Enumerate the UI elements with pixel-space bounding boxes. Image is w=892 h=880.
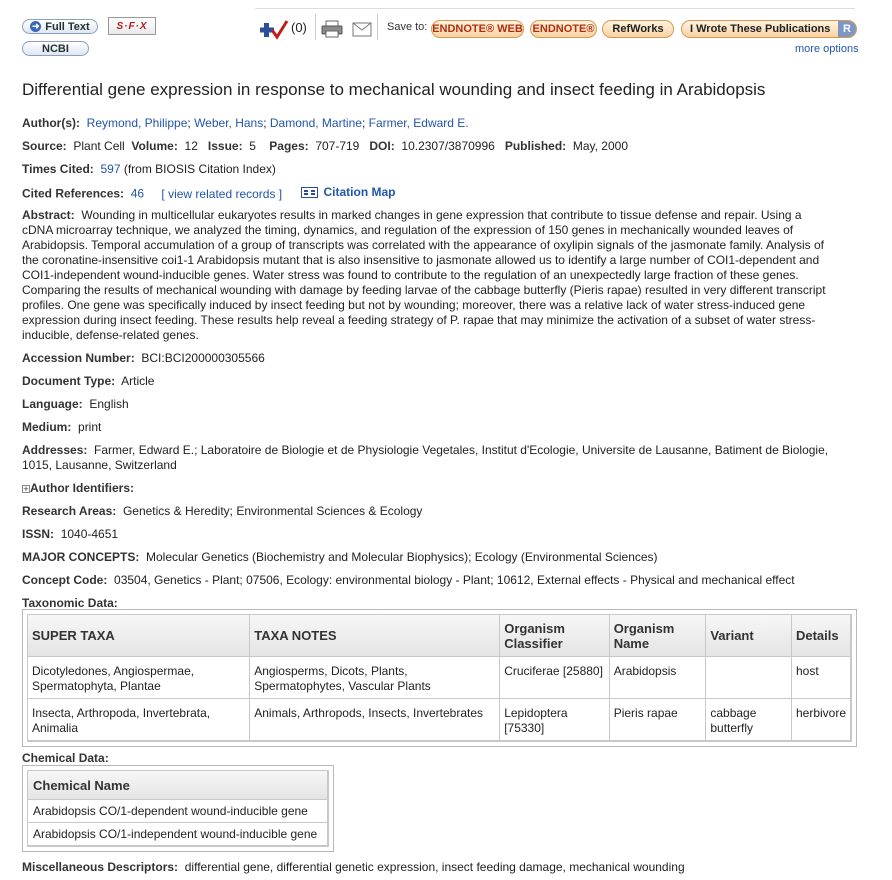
abstract-line: inducible, defense-related genes.: [22, 328, 199, 342]
table-row: [28, 699, 851, 741]
column-header: TAXA NOTES: [250, 615, 500, 657]
source-value: Plant Cell: [73, 139, 125, 153]
doi-label: DOI:: [369, 139, 395, 153]
times-cited-link[interactable]: 597: [100, 162, 121, 176]
table-cell: Insecta, Arthropoda, Invertebrata, Animalia: [28, 699, 250, 741]
taxonomic-data-table: [22, 609, 857, 747]
issue-label: Issue:: [207, 139, 243, 153]
concept-code-label: Concept Code:: [22, 573, 108, 587]
cited-references-row: [22, 185, 395, 201]
record-title: Differential gene expression in response to mechanical wounding and insect feeding in Arabidopsis: [22, 80, 766, 99]
times-cited-row: [22, 162, 276, 176]
table-cell: Dicotyledones, Angiospermae, Spermatophyta, Plantae: [28, 657, 250, 699]
table-cell: host: [792, 657, 851, 699]
column-header: Organism Name: [610, 615, 707, 657]
print-button[interactable]: [321, 20, 343, 38]
i-wrote-these-publications-label: I Wrote These Publications: [690, 23, 831, 35]
table-cell: Lepidoptera [75330]: [500, 699, 609, 741]
expand-plus-icon[interactable]: +: [23, 483, 29, 494]
issn-row: [22, 527, 118, 541]
major-concepts-value: Molecular Genetics (Biochemistry and Molecular Biophysics); Ecology (Environmental Sciences): [146, 550, 658, 564]
document-type-row: [22, 374, 154, 388]
volume-value: 12: [184, 139, 198, 153]
table-cell: cabbage butterfly: [706, 699, 792, 741]
view-related-records-link[interactable]: [ view related records ]: [161, 186, 283, 201]
researcherid-icon: R: [838, 21, 856, 37]
table-row: [28, 657, 851, 699]
document-type-label: Document Type:: [22, 374, 116, 388]
research-areas-row: [22, 504, 422, 518]
concept-code-row: [22, 573, 795, 587]
cited-references-link[interactable]: 46: [130, 186, 145, 201]
pages-value: 707-719: [315, 139, 360, 153]
abstract-line: expression during insect feeding. These results help reveal a feeding strategy of P. rapae that may minimize the activation of a subset of water stress-: [22, 313, 816, 327]
abstract: [22, 208, 852, 343]
save-refworks-label: RefWorks: [612, 23, 664, 35]
toolbar-divider: [315, 14, 316, 40]
research-areas-label: Research Areas:: [22, 504, 117, 518]
table-cell: Pieris rapae: [610, 699, 707, 741]
save-endnote-web-button[interactable]: [431, 20, 524, 38]
medium-value: print: [78, 420, 102, 434]
volume-label: Volume:: [131, 139, 178, 153]
table-cell: herbivore: [792, 699, 851, 741]
column-header: Details: [792, 615, 851, 657]
author-link[interactable]: Reymond, Philippe: [86, 116, 188, 130]
table-cell: [706, 657, 792, 699]
arrow-right-icon: ➜: [32, 21, 40, 31]
medium-row: [22, 420, 101, 434]
save-endnote-button[interactable]: [530, 20, 597, 38]
addresses-value: 1015, Lausanne, Switzerland: [22, 458, 177, 472]
table-cell: Arabidopsis: [610, 657, 707, 699]
accession-row: [22, 351, 265, 365]
misc-descriptors-label: Miscellaneous Descriptors:: [22, 860, 179, 874]
save-endnote-label: ENDNOTE®: [532, 23, 595, 35]
published-label: Published:: [504, 139, 567, 153]
author-identifiers-label: Author Identifiers:: [30, 481, 134, 495]
abstract-text: Wounding in multicellular eukaryotes results in marked changes in gene expression that contribute to tissue defense and repair. Using a: [81, 208, 802, 222]
author-identifiers-toggle[interactable]: [22, 481, 134, 495]
abstract-line: [22, 208, 852, 223]
document-type-value: Article: [121, 374, 155, 388]
column-header: SUPER TAXA: [28, 615, 250, 657]
chemical-data-label: Chemical Data:: [22, 751, 109, 765]
author-link[interactable]: Farmer, Edward E.: [368, 116, 469, 130]
more-options-link[interactable]: more options: [795, 43, 859, 55]
email-button[interactable]: [352, 22, 372, 37]
addresses-value: Farmer, Edward E.; Laboratoire de Biologie et de Physiologie Vegetales, Institut d'Ecologie, Universite de Lausanne, Batiment de Biologie,: [94, 443, 829, 457]
table-cell: Arabidopsis CO/1-dependent wound-inducible gene: [28, 800, 328, 823]
cited-references-label: Cited References:: [22, 186, 125, 201]
table-row: [28, 823, 328, 846]
author-link[interactable]: Weber, Hans: [194, 116, 264, 130]
i-wrote-these-publications-button[interactable]: [681, 20, 857, 38]
table-cell: Cruciferae [25880]: [500, 657, 609, 699]
citation-map-link[interactable]: Citation Map: [323, 185, 396, 199]
abstract-line: cDNA microarray technique, we analyzed the timing, dynamics, and regulation of the expression of 150 genes in mechanically wounded leaves of: [22, 223, 794, 237]
language-row: [22, 397, 129, 411]
save-to-label: Save to:: [387, 21, 428, 33]
abstract-label: Abstract:: [22, 208, 75, 222]
language-value: English: [89, 397, 129, 411]
published-value: May, 2000: [572, 139, 629, 153]
full-text-label: Full Text: [45, 20, 90, 33]
addresses-label: Addresses:: [22, 443, 88, 457]
full-text-button[interactable]: [22, 19, 98, 34]
column-header: Chemical Name: [28, 771, 328, 800]
concept-code-value: 03504, Genetics - Plant; 07506, Ecology: environmental biology - Plant; 10612, External effects - Physical and mechanical effect: [114, 573, 795, 587]
research-areas-value: Genetics & Heredity; Environmental Sciences & Ecology: [122, 504, 423, 518]
table-cell: Animals, Arthropods, Insects, Invertebrates: [250, 699, 500, 741]
print-icon: [321, 20, 343, 38]
add-to-marked-list-button[interactable]: [260, 16, 290, 40]
save-endnote-web-label: ENDNOTE® WEB: [432, 23, 523, 35]
source-label: Source:: [22, 139, 67, 153]
column-header: Variant: [706, 615, 792, 657]
issn-label: ISSN:: [22, 527, 55, 541]
major-concepts-row: [22, 550, 658, 564]
addresses-row: [22, 443, 852, 473]
abstract-line: COI1-independent wound-inducible genes. Water stress was found to contribute to the regulation of an unexpectedly large fraction of these genes.: [22, 268, 799, 282]
table-header-row: [28, 771, 328, 800]
citation-map-icon: [301, 187, 318, 198]
pages-label: Pages:: [269, 139, 309, 153]
table-header-row: [28, 615, 851, 657]
marked-list-count: (0): [291, 20, 307, 35]
misc-descriptors-value: differential gene, differential genetic expression, insect feeding damage, mechanical wounding: [184, 860, 685, 874]
abstract-line: Comparing the results of mechanical wounding with damage by feeding larvae of the cabbage butterfly (Pieris rapae) resulted in very different transcript: [22, 283, 826, 297]
abstract-line: profiles. One gene was specifically induced by insect feeding but not by wounding; moreover, there was a relative lack of water stress-induced gene: [22, 298, 806, 312]
medium-label: Medium:: [22, 420, 72, 434]
citation-map-button[interactable]: [301, 185, 395, 199]
issue-value: 5: [249, 139, 256, 153]
ncbi-label: NCBI: [42, 42, 69, 55]
chemical-data-table: [22, 765, 334, 852]
major-concepts-label: MAJOR CONCEPTS:: [22, 550, 140, 564]
toolbar-divider: [377, 14, 378, 40]
authors-label: Author(s):: [22, 116, 80, 130]
language-label: Language:: [22, 397, 83, 411]
toolbar-top-border: [255, 8, 855, 9]
email-icon: [352, 22, 372, 37]
column-header: Organism Classifier: [500, 615, 609, 657]
table-row: [28, 800, 328, 823]
times-cited-label: Times Cited:: [22, 162, 94, 176]
misc-descriptors-row: [22, 860, 685, 874]
sfx-label: S·F·X: [116, 20, 148, 32]
abstract-line: the coronatine-insensitive coi1-1 Arabidopsis mutant that is also insensitive to jasmonate allowed us to identify a large number of COI1-dependent and: [22, 253, 820, 267]
abstract-line: Arabidopsis. Temporal accumulation of a group of transcripts was correlated with the appearance of oxylipin signals of the jasmonate family. Analysis of: [22, 238, 824, 252]
times-cited-note: (from BIOSIS Citation Index): [123, 162, 276, 176]
accession-label: Accession Number:: [22, 351, 135, 365]
accession-value: BCI:BCI200000305566: [141, 351, 265, 365]
table-cell: Angiosperms, Dicots, Plants, Spermatophytes, Vascular Plants: [250, 657, 500, 699]
sfx-button[interactable]: [108, 17, 156, 35]
author-link[interactable]: Damond, Martine: [269, 116, 362, 130]
taxonomic-data-label: Taxonomic Data:: [22, 596, 118, 610]
authors-row: Author(s): Reymond, Philippe; Weber, Hans; Damond, Martine; Farmer, Edward E.: [22, 116, 469, 130]
issn-value: 1040-4651: [60, 527, 119, 541]
save-refworks-button[interactable]: [602, 20, 674, 38]
add-marked-list-icon: [260, 16, 290, 40]
table-cell: Arabidopsis CO/1-independent wound-inducible gene: [28, 823, 328, 846]
source-row: [22, 139, 628, 153]
ncbi-button[interactable]: [22, 41, 89, 56]
doi-value: 10.2307/3870996: [401, 139, 495, 153]
